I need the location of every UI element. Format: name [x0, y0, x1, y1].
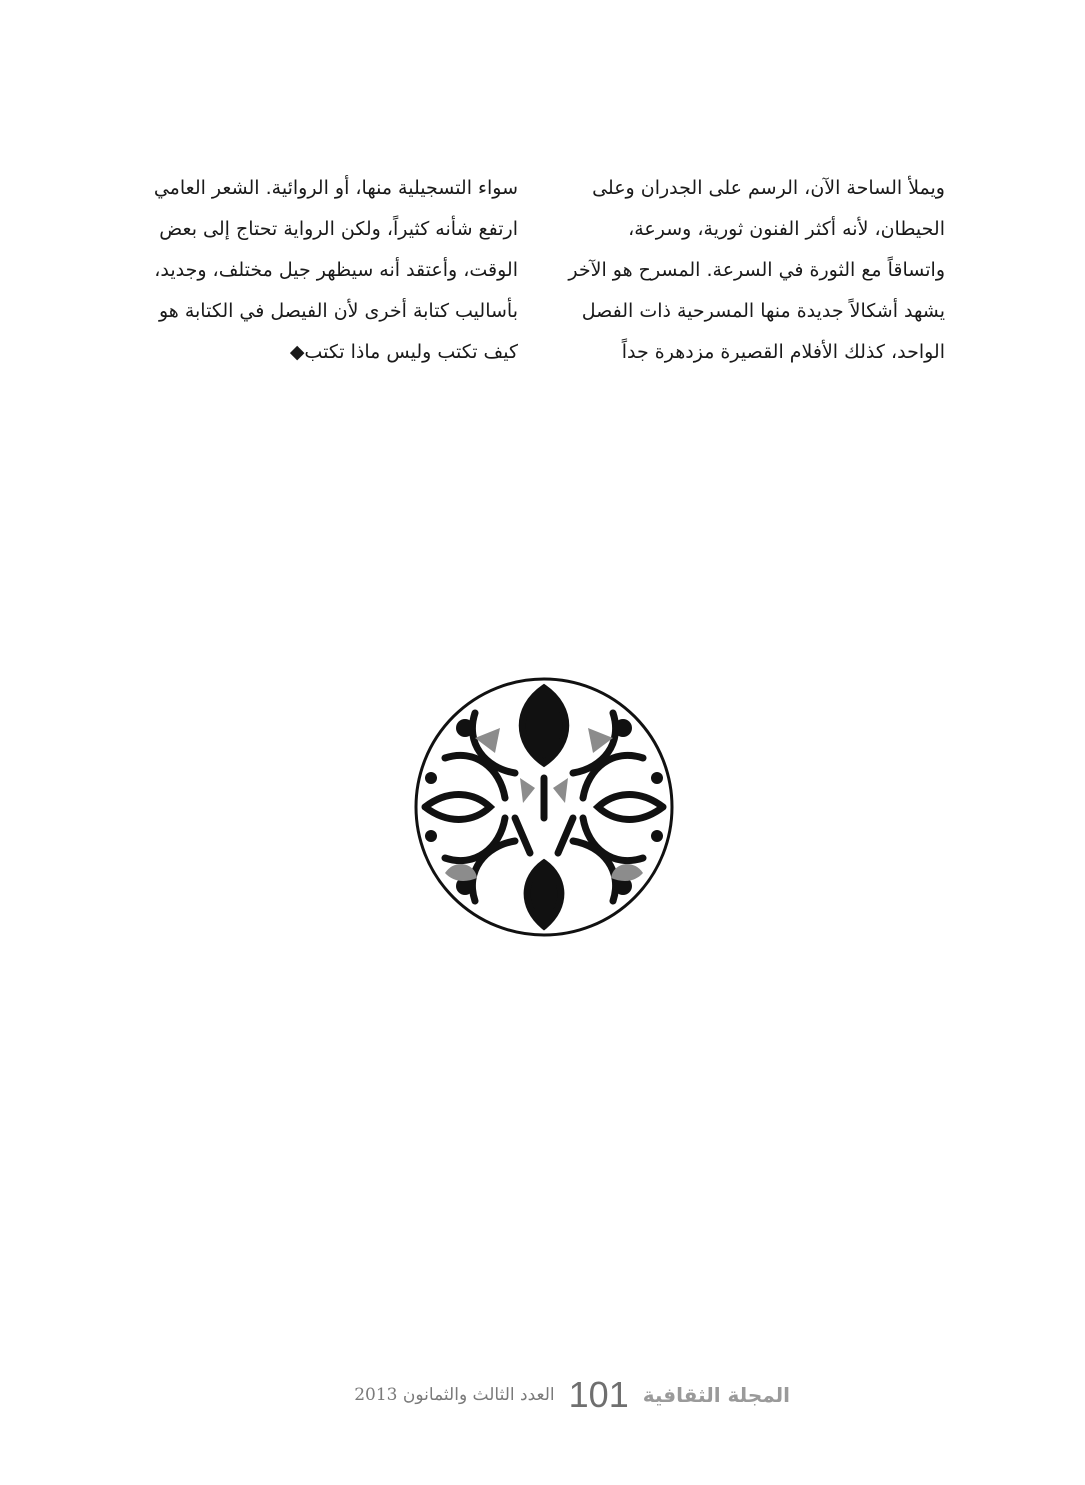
- text-column-left: [138, 168, 518, 373]
- paragraph-line: بأساليب كتابة أخرى لأن الفيصل في الكتابة هو: [158, 300, 518, 322]
- text-column-right: [565, 168, 945, 373]
- arabesque-rosette-icon: [405, 668, 683, 946]
- paragraph-line: الواحد، كذلك الأفلام القصيرة مزدهرة جداً: [621, 341, 945, 363]
- magazine-name: المجلة الثقافية: [642, 1383, 790, 1407]
- paragraph-line: يشهد أشكالاً جديدة منها المسرحية ذات الفصل: [581, 300, 945, 322]
- paragraph-line: كيف تكتب وليس ماذا تكتب◆: [289, 341, 518, 363]
- paragraph-line: ويملأ الساحة الآن، الرسم على الجدران وعلى: [592, 177, 945, 199]
- paragraph-line: سواء التسجيلية منها، أو الروائية. الشعر العامي: [153, 177, 518, 199]
- paragraph-line: ارتفع شأنه كثيراً، ولكن الرواية تحتاج إلى بعض: [159, 218, 518, 240]
- paragraph-line: الحيطان، لأنه أكثر الفنون ثورية، وسرعة،: [628, 218, 945, 240]
- paragraph-line: واتساقاً مع الثورة في السرعة. المسرح هو الآخر: [568, 259, 945, 281]
- page-number: 101: [568, 1374, 629, 1415]
- paragraph-line: الوقت، وأعتقد أنه سيظهر جيل مختلف، وجديد،: [154, 259, 518, 281]
- page-footer: [300, 1370, 790, 1420]
- issue-info: العدد الثالث والثمانون 2013: [354, 1385, 555, 1405]
